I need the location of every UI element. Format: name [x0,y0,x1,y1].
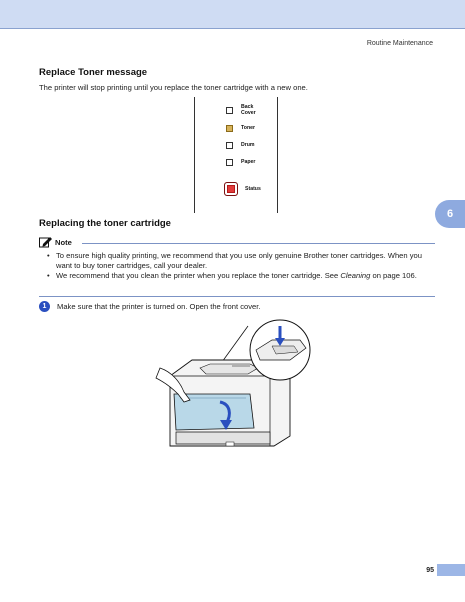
note-heading [39,236,72,248]
note-bullet: • We recommend that you clean the printer when you replace the toner cartridge. See Cleaning on page 106. [47,271,417,280]
note-label: Note [55,237,72,247]
led-toner [226,125,255,132]
led-back-cover [226,105,256,116]
pencil-note-icon [39,236,53,248]
step-text: Make sure that the printer is turned on. Open the front cover. [57,302,261,311]
led-paper [226,159,255,166]
page-tab [437,564,465,576]
led-label: Back Cover [241,104,256,116]
led-label: Drum [241,141,255,148]
section-body: The printer will stop printing until you replace the toner cartridge with a new one. [39,83,308,92]
led-indicator-icon [226,107,233,114]
printer-illustration [150,318,330,468]
running-head: Routine Maintenance [366,40,433,47]
header-rule [0,28,465,29]
note-end-rule [39,296,435,297]
section-title-replace-toner: Replace Toner message [39,67,148,78]
section-title-replacing: Replacing the toner cartridge [39,218,171,229]
led-indicator-icon [226,159,233,166]
page-number: 95 [426,567,434,574]
led-panel [194,97,278,213]
led-label: Toner [241,124,256,131]
led-drum [226,142,255,149]
note-rule [82,243,435,244]
note-bullet: • To ensure high quality printing, we recommend that you use only genuine Brother toner cartridges. When you want to buy toner cartridges, call your dealer. [47,251,422,270]
chapter-tab: 6 [435,200,465,228]
header-band [0,0,465,28]
step-number-icon: 1 [39,301,50,312]
led-indicator-icon [226,125,233,132]
status-button-icon [224,182,238,196]
led-label: Paper [241,158,256,165]
status-label: Status [245,186,261,192]
led-indicator-icon [226,142,233,149]
